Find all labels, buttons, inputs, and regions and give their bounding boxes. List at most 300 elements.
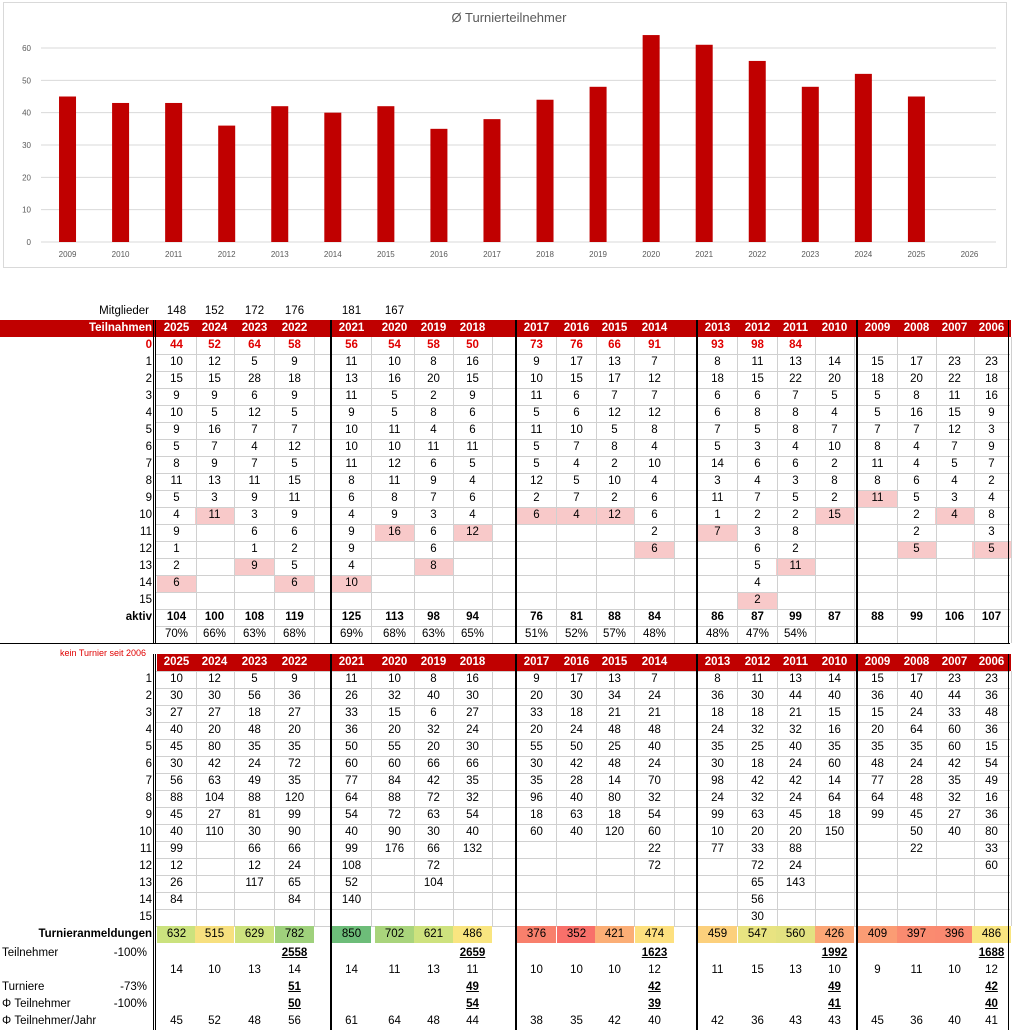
registration-cell bbox=[858, 858, 897, 875]
y-tick-label: 40 bbox=[22, 108, 31, 118]
registration-cell bbox=[935, 875, 974, 892]
participation-cell bbox=[235, 592, 274, 609]
participation-cell: 11 bbox=[388, 475, 401, 487]
row-gridline bbox=[155, 841, 1010, 842]
registration-cell: 60 bbox=[530, 826, 543, 838]
registration-cell: 10 bbox=[388, 673, 401, 685]
registration-cell: 24 bbox=[910, 707, 923, 719]
registration-cell: 34 bbox=[608, 690, 621, 702]
summary-cell bbox=[375, 979, 414, 996]
registration-cell: 15 bbox=[985, 741, 998, 753]
registration-cell: 20 bbox=[789, 826, 802, 838]
participation-cell bbox=[195, 541, 234, 558]
registration-cell: 36 bbox=[288, 690, 301, 702]
x-tick-label: 2013 bbox=[270, 250, 289, 259]
bar-2023 bbox=[802, 87, 819, 242]
summary-cell: 38 bbox=[530, 1015, 543, 1027]
x-tick-label: 2021 bbox=[695, 250, 714, 259]
registration-total-cell: 547 bbox=[738, 926, 777, 943]
summary-cell bbox=[557, 979, 596, 996]
year-header-2023: 2023 bbox=[235, 654, 274, 671]
participation-cell: 16 bbox=[388, 373, 401, 385]
participation-cell: 2 bbox=[611, 492, 618, 504]
year-header-2012: 2012 bbox=[738, 654, 777, 671]
summary-cell: 1623 bbox=[641, 947, 668, 959]
participation-cell: 9 bbox=[251, 492, 258, 504]
year-header-2014: 2014 bbox=[635, 320, 674, 337]
col-gridline bbox=[453, 671, 454, 926]
x-tick-label: 2023 bbox=[801, 250, 820, 259]
registration-cell: 132 bbox=[462, 843, 483, 855]
registration-cell: 72 bbox=[388, 809, 401, 821]
participation-cell: 6 bbox=[754, 390, 761, 402]
registration-cell: 33 bbox=[948, 707, 961, 719]
col-gridline bbox=[234, 671, 235, 926]
registration-cell: 45 bbox=[789, 809, 802, 821]
participation-cell: 6 bbox=[275, 575, 314, 592]
registration-cell: 63 bbox=[751, 809, 764, 821]
participation-cell: 9 bbox=[235, 558, 274, 575]
participation-cell: 4 bbox=[348, 560, 355, 572]
participation-cell: 4 bbox=[988, 492, 995, 504]
participation-cell: 6 bbox=[754, 458, 761, 470]
registration-cell bbox=[698, 892, 737, 909]
col-gridline bbox=[897, 337, 898, 643]
participation-cell: 5 bbox=[897, 541, 936, 558]
participation-cell: 6 bbox=[517, 507, 556, 524]
registration-cell bbox=[517, 875, 556, 892]
col-gridline bbox=[674, 671, 675, 926]
active-percent-cell: 63% bbox=[421, 628, 446, 640]
registration-cell: 20 bbox=[530, 724, 543, 736]
participation-cell: 4 bbox=[348, 509, 355, 521]
participation-cell bbox=[595, 524, 634, 541]
row-gridline bbox=[155, 473, 1010, 474]
participation-cell: 10 bbox=[828, 441, 841, 453]
row-gridline bbox=[155, 688, 1010, 689]
participation-cell: 3 bbox=[988, 526, 995, 538]
summary-cell bbox=[776, 996, 815, 1013]
participation-cell bbox=[414, 592, 453, 609]
x-tick-label: 2011 bbox=[165, 250, 183, 259]
registration-cell: 32 bbox=[388, 690, 401, 702]
year-header-2022: 2022 bbox=[275, 320, 314, 337]
bar-2010 bbox=[112, 103, 129, 242]
registration-cell: 13 bbox=[608, 673, 621, 685]
row-gridline bbox=[155, 790, 1010, 791]
row-label-12: 12 bbox=[139, 860, 152, 872]
participation-cell: 4 bbox=[173, 509, 180, 521]
participation-cell: 10 bbox=[530, 373, 543, 385]
row-gridline bbox=[155, 422, 1010, 423]
registration-cell: 63 bbox=[427, 809, 440, 821]
participation-cell bbox=[776, 592, 815, 609]
participation-cell: 7 bbox=[698, 524, 737, 541]
registration-cell bbox=[635, 909, 674, 926]
summary-cell: 12 bbox=[648, 964, 661, 976]
zero-participation-cell: 58 bbox=[288, 339, 301, 351]
row-gridline bbox=[155, 507, 1010, 508]
year-header-2019: 2019 bbox=[414, 320, 453, 337]
col-gridline bbox=[777, 337, 778, 643]
registration-cell: 35 bbox=[288, 775, 301, 787]
registration-cell: 8 bbox=[430, 673, 437, 685]
registration-cell: 23 bbox=[985, 673, 998, 685]
registration-total-cell: 409 bbox=[858, 926, 897, 943]
participation-cell: 5 bbox=[913, 492, 920, 504]
participation-cell bbox=[332, 592, 371, 609]
year-header-2024: 2024 bbox=[195, 320, 234, 337]
row-label-13: 13 bbox=[139, 560, 152, 572]
row-gridline bbox=[155, 456, 1010, 457]
active-percent-cell: 70% bbox=[164, 628, 189, 640]
registration-cell: 56 bbox=[170, 775, 183, 787]
registration-cell bbox=[595, 892, 634, 909]
registration-cell: 60 bbox=[648, 826, 661, 838]
row-gridline bbox=[155, 807, 1010, 808]
participation-cell: 9 bbox=[430, 475, 437, 487]
registration-cell: 25 bbox=[751, 741, 764, 753]
participation-cell: 8 bbox=[792, 407, 799, 419]
participation-cell: 3 bbox=[754, 526, 761, 538]
registration-cell bbox=[453, 858, 492, 875]
participation-cell: 5 bbox=[972, 541, 1011, 558]
participation-cell: 22 bbox=[789, 373, 802, 385]
registration-cell: 24 bbox=[910, 758, 923, 770]
registration-cell: 18 bbox=[570, 707, 583, 719]
participation-cell: 7 bbox=[831, 424, 838, 436]
registration-cell: 54 bbox=[345, 809, 358, 821]
registration-cell: 36 bbox=[985, 809, 998, 821]
col-gridline bbox=[274, 671, 275, 926]
participation-cell: 2 bbox=[913, 526, 920, 538]
registration-cell: 99 bbox=[871, 809, 884, 821]
registration-cell bbox=[815, 875, 854, 892]
registration-cell: 26 bbox=[345, 690, 358, 702]
summary-cell: 9 bbox=[874, 964, 881, 976]
registration-cell: 64 bbox=[910, 724, 923, 736]
registration-cell: 32 bbox=[466, 792, 479, 804]
row-label-10: 10 bbox=[139, 826, 152, 838]
registration-cell: 30 bbox=[570, 690, 583, 702]
row-label-0: 0 bbox=[145, 339, 152, 351]
participation-cell: 3 bbox=[714, 475, 721, 487]
participation-cell: 10 bbox=[570, 424, 583, 436]
registration-cell bbox=[414, 892, 453, 909]
participation-cell bbox=[698, 575, 737, 592]
year-header-2020: 2020 bbox=[375, 654, 414, 671]
registration-cell: 35 bbox=[466, 775, 479, 787]
participation-cell: 5 bbox=[754, 424, 761, 436]
row-gridline bbox=[155, 824, 1010, 825]
registration-cell: 30 bbox=[530, 758, 543, 770]
participation-cell: 6 bbox=[792, 458, 799, 470]
year-header-2024: 2024 bbox=[195, 654, 234, 671]
registration-total-cell: 396 bbox=[935, 926, 974, 943]
row-label-6: 6 bbox=[145, 758, 152, 770]
registration-cell: 35 bbox=[288, 741, 301, 753]
summary-cell: 13 bbox=[248, 964, 261, 976]
year-header-2008: 2008 bbox=[897, 654, 936, 671]
registration-cell: 42 bbox=[427, 775, 440, 787]
registration-cell: 24 bbox=[711, 792, 724, 804]
col-gridline bbox=[936, 671, 937, 926]
registration-cell: 8 bbox=[714, 673, 721, 685]
registration-cell: 22 bbox=[910, 843, 923, 855]
summary-cell bbox=[897, 979, 936, 996]
year-header-2018: 2018 bbox=[453, 320, 492, 337]
aktiv-cell: 104 bbox=[166, 611, 187, 623]
participation-cell: 6 bbox=[754, 543, 761, 555]
registration-cell: 143 bbox=[785, 877, 806, 889]
summary-cell: 11 bbox=[711, 964, 724, 976]
participation-cell: 11 bbox=[170, 475, 183, 487]
registration-cell: 33 bbox=[751, 843, 764, 855]
group-separator bbox=[331, 320, 332, 643]
row-gridline bbox=[155, 490, 1010, 491]
year-header-2009: 2009 bbox=[858, 320, 897, 337]
participation-cell: 5 bbox=[533, 458, 540, 470]
registration-cell: 48 bbox=[985, 707, 998, 719]
year-header-2017: 2017 bbox=[517, 654, 556, 671]
registration-cell: 60 bbox=[345, 758, 358, 770]
participation-cell: 4 bbox=[792, 441, 799, 453]
summary-cell: 10 bbox=[828, 964, 841, 976]
registration-cell: 12 bbox=[208, 673, 221, 685]
participation-cell: 7 bbox=[611, 390, 618, 402]
participation-cell: 7 bbox=[988, 458, 995, 470]
registration-cell bbox=[972, 909, 1011, 926]
participation-cell: 10 bbox=[388, 356, 401, 368]
registration-cell bbox=[332, 909, 371, 926]
participation-cell: 7 bbox=[913, 424, 920, 436]
registration-cell: 14 bbox=[828, 775, 841, 787]
participation-cell: 6 bbox=[913, 475, 920, 487]
aktiv-cell: 86 bbox=[711, 611, 724, 623]
registration-cell: 44 bbox=[948, 690, 961, 702]
participation-cell: 3 bbox=[951, 492, 958, 504]
summary-cell bbox=[235, 945, 274, 962]
participation-cell: 10 bbox=[648, 458, 661, 470]
row-label-15: 15 bbox=[139, 594, 152, 606]
participation-cell: 5 bbox=[533, 441, 540, 453]
row-label-11: 11 bbox=[140, 843, 152, 855]
registration-cell: 45 bbox=[910, 809, 923, 821]
registration-cell bbox=[517, 841, 556, 858]
participation-cell bbox=[195, 558, 234, 575]
registration-cell: 36 bbox=[985, 690, 998, 702]
bar-2018 bbox=[537, 100, 554, 242]
registration-cell bbox=[195, 858, 234, 875]
registration-total-cell: 376 bbox=[517, 926, 556, 943]
participation-cell: 7 bbox=[792, 390, 799, 402]
registration-cell: 63 bbox=[208, 775, 221, 787]
y-tick-label: 50 bbox=[22, 76, 31, 86]
registration-cell: 12 bbox=[248, 860, 261, 872]
summary-cell: 13 bbox=[427, 964, 440, 976]
zero-participation-cell: 58 bbox=[427, 339, 440, 351]
participation-cell: 12 bbox=[208, 356, 221, 368]
participation-cell: 15 bbox=[948, 407, 961, 419]
participation-cell: 8 bbox=[988, 509, 995, 521]
active-percent-cell: 68% bbox=[382, 628, 407, 640]
participation-cell: 2 bbox=[611, 458, 618, 470]
participation-cell: 6 bbox=[291, 526, 298, 538]
year-header-2019: 2019 bbox=[414, 654, 453, 671]
registration-cell bbox=[858, 841, 897, 858]
col-gridline bbox=[414, 671, 415, 926]
bar-2022 bbox=[749, 61, 766, 242]
participation-cell: 16 bbox=[208, 424, 221, 436]
row-gridline bbox=[155, 671, 1010, 672]
registration-cell bbox=[453, 875, 492, 892]
registration-cell: 32 bbox=[751, 724, 764, 736]
active-percent-cell: 57% bbox=[602, 628, 627, 640]
registration-cell: 27 bbox=[466, 707, 479, 719]
row-label-2: 2 bbox=[145, 373, 152, 385]
aktiv-cell: 87 bbox=[828, 611, 841, 623]
participation-cell bbox=[517, 592, 556, 609]
registration-cell bbox=[557, 841, 596, 858]
summary-cell: 10 bbox=[948, 964, 961, 976]
row-gridline bbox=[155, 354, 1010, 355]
row-gridline bbox=[155, 541, 1010, 542]
participation-cell bbox=[414, 575, 453, 592]
group-separator bbox=[697, 654, 698, 1030]
summary-cell: 48 bbox=[248, 1015, 261, 1027]
summary-cell bbox=[375, 996, 414, 1013]
registration-total-cell: 426 bbox=[815, 926, 854, 943]
participation-cell: 8 bbox=[173, 458, 180, 470]
mitglieder-value: 152 bbox=[204, 305, 225, 317]
participation-cell bbox=[815, 592, 854, 609]
summary-cell bbox=[698, 979, 737, 996]
registration-cell: 56 bbox=[248, 690, 261, 702]
year-header-2006: 2006 bbox=[972, 320, 1011, 337]
participation-cell bbox=[972, 558, 1011, 575]
year-header-2015: 2015 bbox=[595, 654, 634, 671]
year-header-2025: 2025 bbox=[157, 320, 196, 337]
registration-cell: 20 bbox=[530, 690, 543, 702]
registration-cell: 35 bbox=[248, 741, 261, 753]
participation-cell: 5 bbox=[874, 390, 881, 402]
registration-cell: 64 bbox=[345, 792, 358, 804]
active-percent-cell: 51% bbox=[524, 628, 549, 640]
registration-cell bbox=[698, 875, 737, 892]
participation-cell: 13 bbox=[608, 356, 621, 368]
participation-cell bbox=[595, 575, 634, 592]
registration-cell bbox=[557, 875, 596, 892]
summary-cell bbox=[195, 979, 234, 996]
year-header-2013: 2013 bbox=[698, 654, 737, 671]
participation-cell: 8 bbox=[430, 356, 437, 368]
registration-cell: 35 bbox=[530, 775, 543, 787]
zero-participation-cell: 50 bbox=[466, 339, 479, 351]
summary-cell: 51 bbox=[288, 981, 301, 993]
group-separator bbox=[516, 654, 517, 1030]
registration-cell: 140 bbox=[341, 894, 362, 906]
registration-cell: 30 bbox=[751, 911, 764, 923]
table-right-border bbox=[1008, 320, 1009, 643]
summary-cell: 14 bbox=[170, 964, 183, 976]
col-gridline bbox=[196, 337, 197, 643]
registration-cell: 99 bbox=[170, 843, 183, 855]
participation-cell: 8 bbox=[430, 407, 437, 419]
row-label-10: 10 bbox=[139, 509, 152, 521]
participation-cell: 8 bbox=[754, 407, 761, 419]
zero-participation-cell: 93 bbox=[711, 339, 724, 351]
registration-cell: 77 bbox=[711, 843, 724, 855]
col-gridline bbox=[314, 671, 315, 926]
participation-cell: 4 bbox=[573, 458, 580, 470]
registration-cell: 48 bbox=[248, 724, 261, 736]
group-separator bbox=[516, 320, 517, 643]
bar-2017 bbox=[483, 119, 500, 242]
registration-cell: 49 bbox=[985, 775, 998, 787]
summary-cell: 42 bbox=[648, 981, 661, 993]
summary-cell: 50 bbox=[288, 998, 301, 1010]
participation-cell: 11 bbox=[751, 356, 764, 368]
participation-cell: 4 bbox=[831, 407, 838, 419]
participation-cell: 9 bbox=[469, 390, 476, 402]
registration-cell: 30 bbox=[711, 758, 724, 770]
registration-total-cell: 486 bbox=[453, 926, 492, 943]
row-label-7: 7 bbox=[145, 775, 152, 787]
zero-participation-cell: 66 bbox=[608, 339, 621, 351]
summary-cell: 36 bbox=[751, 1015, 764, 1027]
registration-cell: 10 bbox=[711, 826, 724, 838]
summary-cell: 42 bbox=[985, 981, 998, 993]
participation-cell: 6 bbox=[573, 390, 580, 402]
registration-cell: 66 bbox=[466, 758, 479, 770]
summary-cell: 43 bbox=[789, 1015, 802, 1027]
col-gridline bbox=[737, 671, 738, 926]
row-label-5: 5 bbox=[145, 424, 152, 436]
participation-cell: 4 bbox=[651, 441, 658, 453]
row-label-15: 15 bbox=[139, 911, 152, 923]
x-tick-label: 2016 bbox=[430, 250, 448, 259]
active-percent-cell bbox=[972, 626, 1011, 643]
registration-cell: 40 bbox=[427, 690, 440, 702]
registration-cell bbox=[635, 875, 674, 892]
participation-cell: 6 bbox=[430, 526, 437, 538]
registration-cell: 24 bbox=[711, 724, 724, 736]
participation-cell: 8 bbox=[611, 441, 618, 453]
row-gridline bbox=[155, 371, 1010, 372]
participation-cell: 23 bbox=[985, 356, 998, 368]
registration-total-cell: 474 bbox=[635, 926, 674, 943]
active-percent-cell: 68% bbox=[282, 628, 307, 640]
active-percent-cell: 65% bbox=[460, 628, 485, 640]
row-gridline bbox=[155, 739, 1010, 740]
summary-cell bbox=[517, 945, 556, 962]
participation-cell: 11 bbox=[871, 458, 884, 470]
x-tick-label: 2024 bbox=[854, 250, 873, 259]
registration-cell: 18 bbox=[711, 707, 724, 719]
registration-total-cell: 850 bbox=[332, 926, 371, 943]
col-gridline bbox=[314, 337, 315, 643]
registration-cell: 84 bbox=[170, 894, 183, 906]
row-label-4: 4 bbox=[145, 724, 152, 736]
participation-cell: 5 bbox=[173, 492, 180, 504]
participation-cell bbox=[897, 558, 936, 575]
col-gridline bbox=[777, 671, 778, 926]
summary-label: Turniere bbox=[2, 981, 45, 993]
participation-cell: 12 bbox=[453, 524, 492, 541]
col-gridline bbox=[815, 671, 816, 926]
participation-cell: 6 bbox=[651, 509, 658, 521]
summary-cell: 14 bbox=[345, 964, 358, 976]
